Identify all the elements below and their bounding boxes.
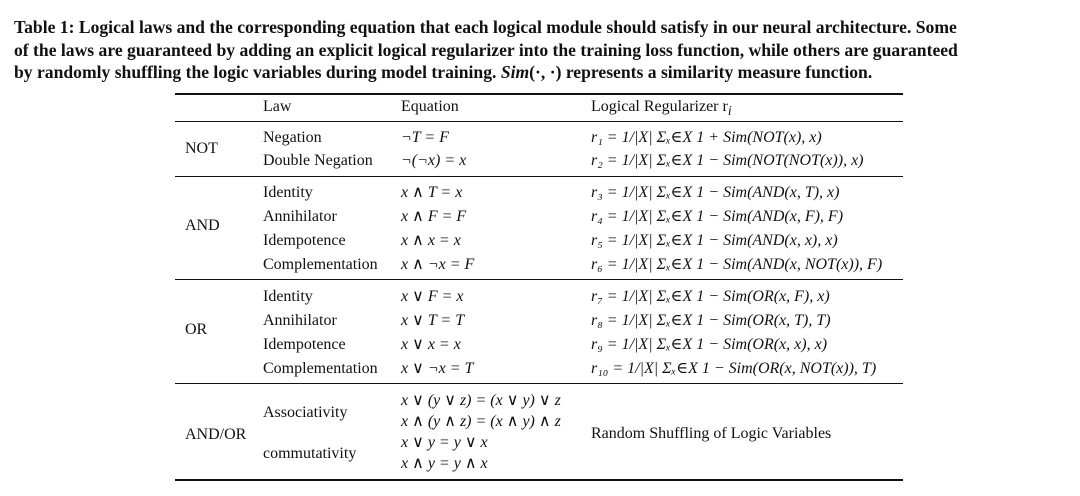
equation-cell: ¬T = F: [401, 129, 449, 146]
table-group-rule: [175, 176, 903, 177]
equation-cell: x ∧ F = F: [401, 208, 467, 225]
table-top-rule: [175, 93, 903, 95]
table-bottom-rule: [175, 479, 903, 481]
law-cell: Idempotence: [263, 336, 346, 353]
equation-cell: x ∧ T = x: [401, 184, 463, 201]
table-group-rule: [175, 279, 903, 280]
equation-cell: x ∧ y = y ∧ x: [401, 455, 488, 472]
regularizer-cell: r₆ = 1/|X| Σₓ∈X 1 − Sim(AND(x, NOT(x)), F): [591, 256, 883, 273]
equation-cell: x ∨ ¬x = T: [401, 360, 474, 377]
equation-cell: x ∧ ¬x = F: [401, 256, 475, 273]
header-equation: Equation: [401, 98, 459, 115]
header-law: Law: [263, 98, 292, 115]
group-label: OR: [185, 321, 208, 338]
regularizer-cell: r₅ = 1/|X| Σₓ∈X 1 − Sim(AND(x, x), x): [591, 232, 838, 249]
table-group-rule: [175, 383, 903, 384]
header-regularizer-text: Logical Regularizer r: [591, 98, 728, 115]
law-cell: commutativity: [263, 445, 357, 462]
caption-line-3: [14, 61, 1072, 84]
caption-line-1: Table 1: Logical laws and the corresponding equation that each logical module should satisfy in our neural architecture. Some: [14, 17, 957, 37]
law-cell: Idempotence: [263, 232, 346, 249]
law-cell: Identity: [263, 288, 313, 305]
equation-cell: x ∨ (y ∨ z) = (x ∨ y) ∨ z: [401, 392, 561, 409]
group-label: AND/OR: [185, 426, 247, 443]
law-cell: Identity: [263, 184, 313, 201]
regularizer-cell: r₁ = 1/|X| Σₓ∈X 1 + Sim(NOT(x), x): [591, 129, 822, 146]
law-cell: Annihilator: [263, 312, 337, 329]
law-cell: Complementation: [263, 360, 378, 377]
regularizer-cell: r₁₀ = 1/|X| Σₓ∈X 1 − Sim(OR(x, NOT(x)), T): [591, 360, 877, 377]
equation-cell: x ∨ F = x: [401, 288, 464, 305]
caption-line-2: of the laws are guaranteed by adding an explicit logical regularizer into the training loss function, while others are guaranteed: [14, 39, 958, 60]
equation-cell: ¬(¬x) = x: [401, 152, 467, 169]
group-label: NOT: [185, 140, 218, 157]
law-cell: Annihilator: [263, 208, 337, 225]
law-cell: Negation: [263, 129, 322, 146]
caption-sim: Sim: [500, 62, 530, 82]
table-header-rule: [175, 121, 903, 122]
group-label: AND: [185, 217, 220, 234]
law-cell: Double Negation: [263, 152, 373, 169]
law-cell: Complementation: [263, 256, 378, 273]
regularizer-cell: r₈ = 1/|X| Σₓ∈X 1 − Sim(OR(x, T), T): [591, 312, 831, 329]
regularizer-cell: r₇ = 1/|X| Σₓ∈X 1 − Sim(OR(x, F), x): [591, 288, 830, 305]
equation-cell: x ∨ y = y ∨ x: [401, 434, 488, 451]
caption-line-3-pre: by randomly shuffling the logic variables during model training.: [14, 62, 501, 82]
regularizer-cell: r₂ = 1/|X| Σₓ∈X 1 − Sim(NOT(NOT(x)), x): [591, 152, 864, 169]
caption-line-3-post: (·, ·) represents a similarity measure function.: [529, 62, 873, 82]
equation-cell: x ∨ T = T: [401, 312, 465, 329]
equation-cell: x ∨ x = x: [401, 336, 461, 353]
header-regularizer: [591, 97, 732, 121]
header-regularizer-sub: i: [727, 103, 732, 119]
law-cell: Associativity: [263, 404, 348, 421]
equation-cell: x ∧ (y ∧ z) = (x ∧ y) ∧ z: [401, 413, 561, 430]
regularizer-cell: Random Shuffling of Logic Variables: [591, 425, 832, 442]
regularizer-cell: r₄ = 1/|X| Σₓ∈X 1 − Sim(AND(x, F), F): [591, 208, 844, 225]
regularizer-cell: r₉ = 1/|X| Σₓ∈X 1 − Sim(OR(x, x), x): [591, 336, 828, 353]
table-caption: [14, 16, 1072, 84]
regularizer-cell: r₃ = 1/|X| Σₓ∈X 1 − Sim(AND(x, T), x): [591, 184, 840, 201]
equation-cell: x ∧ x = x: [401, 232, 461, 249]
